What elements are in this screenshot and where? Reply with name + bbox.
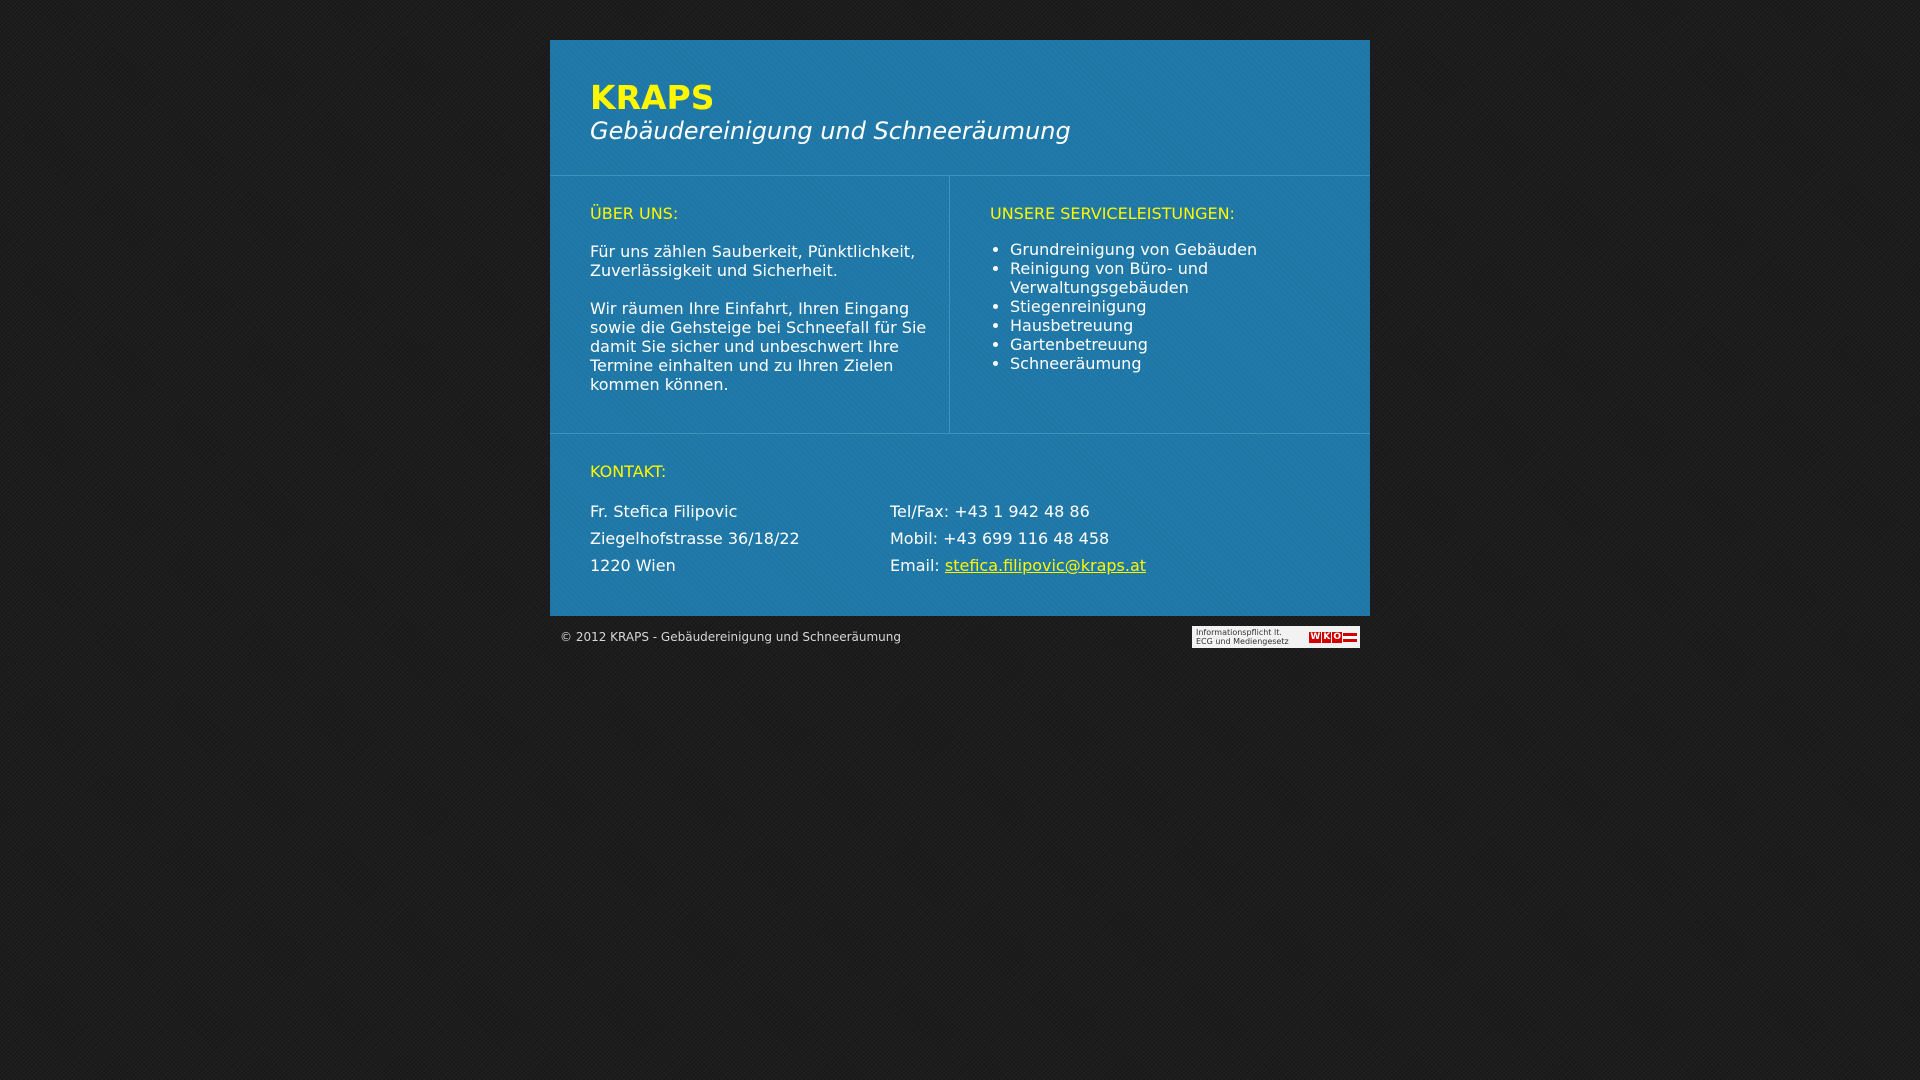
list-item: • Schneeräumung — [1010, 354, 1350, 373]
contact-phones — [890, 498, 1190, 579]
site-subtitle: Gebäudereinigung und Schneeräumung — [590, 117, 1071, 145]
services-list — [990, 240, 1350, 373]
about-paragraph: Für uns zählen Sauberkeit, Pünktlichkeit, Zuverlässigkeit und Sicherheit. — [590, 242, 916, 280]
copyright-text: © 2012 KRAPS - Gebäudereinigung und Schneeräumung — [560, 630, 901, 644]
content-panel — [550, 40, 1370, 616]
contact-city: 1220 Wien — [590, 556, 676, 575]
contact-grid — [590, 498, 1330, 579]
site-header — [550, 40, 1370, 176]
contact-tel-fax: Tel/Fax: +43 1 942 48 86 — [890, 502, 1090, 521]
contact-email-row — [890, 552, 1190, 579]
austria-flag-icon — [1343, 633, 1357, 642]
contact-street: Ziegelhofstrasse 36/18/22 — [590, 529, 800, 548]
contact-heading: KONTAKT: — [590, 462, 667, 481]
contact-address — [590, 498, 890, 579]
list-item: • Gartenbetreuung — [1010, 335, 1350, 354]
services-heading: UNSERE SERVICELEISTUNGEN: — [990, 204, 1235, 223]
list-item: • Hausbetreuung — [1010, 316, 1350, 335]
about-section — [550, 176, 950, 433]
contact-mobile: Mobil: +43 699 116 48 458 — [890, 529, 1110, 548]
wko-logo-letter: K — [1323, 631, 1331, 642]
list-item: • Reinigung von Büro- und Verwaltungsgebäuden — [1010, 259, 1350, 297]
contact-name: Fr. Stefica Filipovic — [590, 502, 738, 521]
about-paragraph: Wir räumen Ihre Einfahrt, Ihren Eingang sowie die Gehsteige bei Schneefall für Sie damit Sie sicher und unbeschwert Ihre Termine einhalten und zu Ihren Zielen kommen können. — [590, 299, 927, 394]
wko-info-badge[interactable] — [1192, 626, 1360, 648]
page-container — [550, 40, 1370, 648]
wko-badge-line: Informationspflicht lt. — [1196, 628, 1282, 637]
info-row — [550, 176, 1370, 434]
site-title: KRAPS — [590, 78, 715, 117]
wko-badge-line: ECG und Mediengesetz — [1196, 637, 1289, 646]
about-heading: ÜBER UNS: — [590, 204, 679, 223]
wko-logo-icon — [1309, 632, 1357, 643]
wko-logo-letter: O — [1333, 631, 1341, 642]
email-link[interactable]: stefica.filipovic@kraps.at — [944, 556, 1147, 575]
contact-section — [550, 434, 1370, 616]
wko-badge-text — [1196, 628, 1289, 646]
list-item: • Stiegenreinigung — [1010, 297, 1350, 316]
email-label: Email: — [890, 556, 945, 575]
services-section — [950, 176, 1370, 433]
list-item: • Grundreinigung von Gebäuden — [1010, 240, 1350, 259]
site-footer — [550, 616, 1370, 648]
wko-logo-letter: W — [1310, 631, 1321, 642]
